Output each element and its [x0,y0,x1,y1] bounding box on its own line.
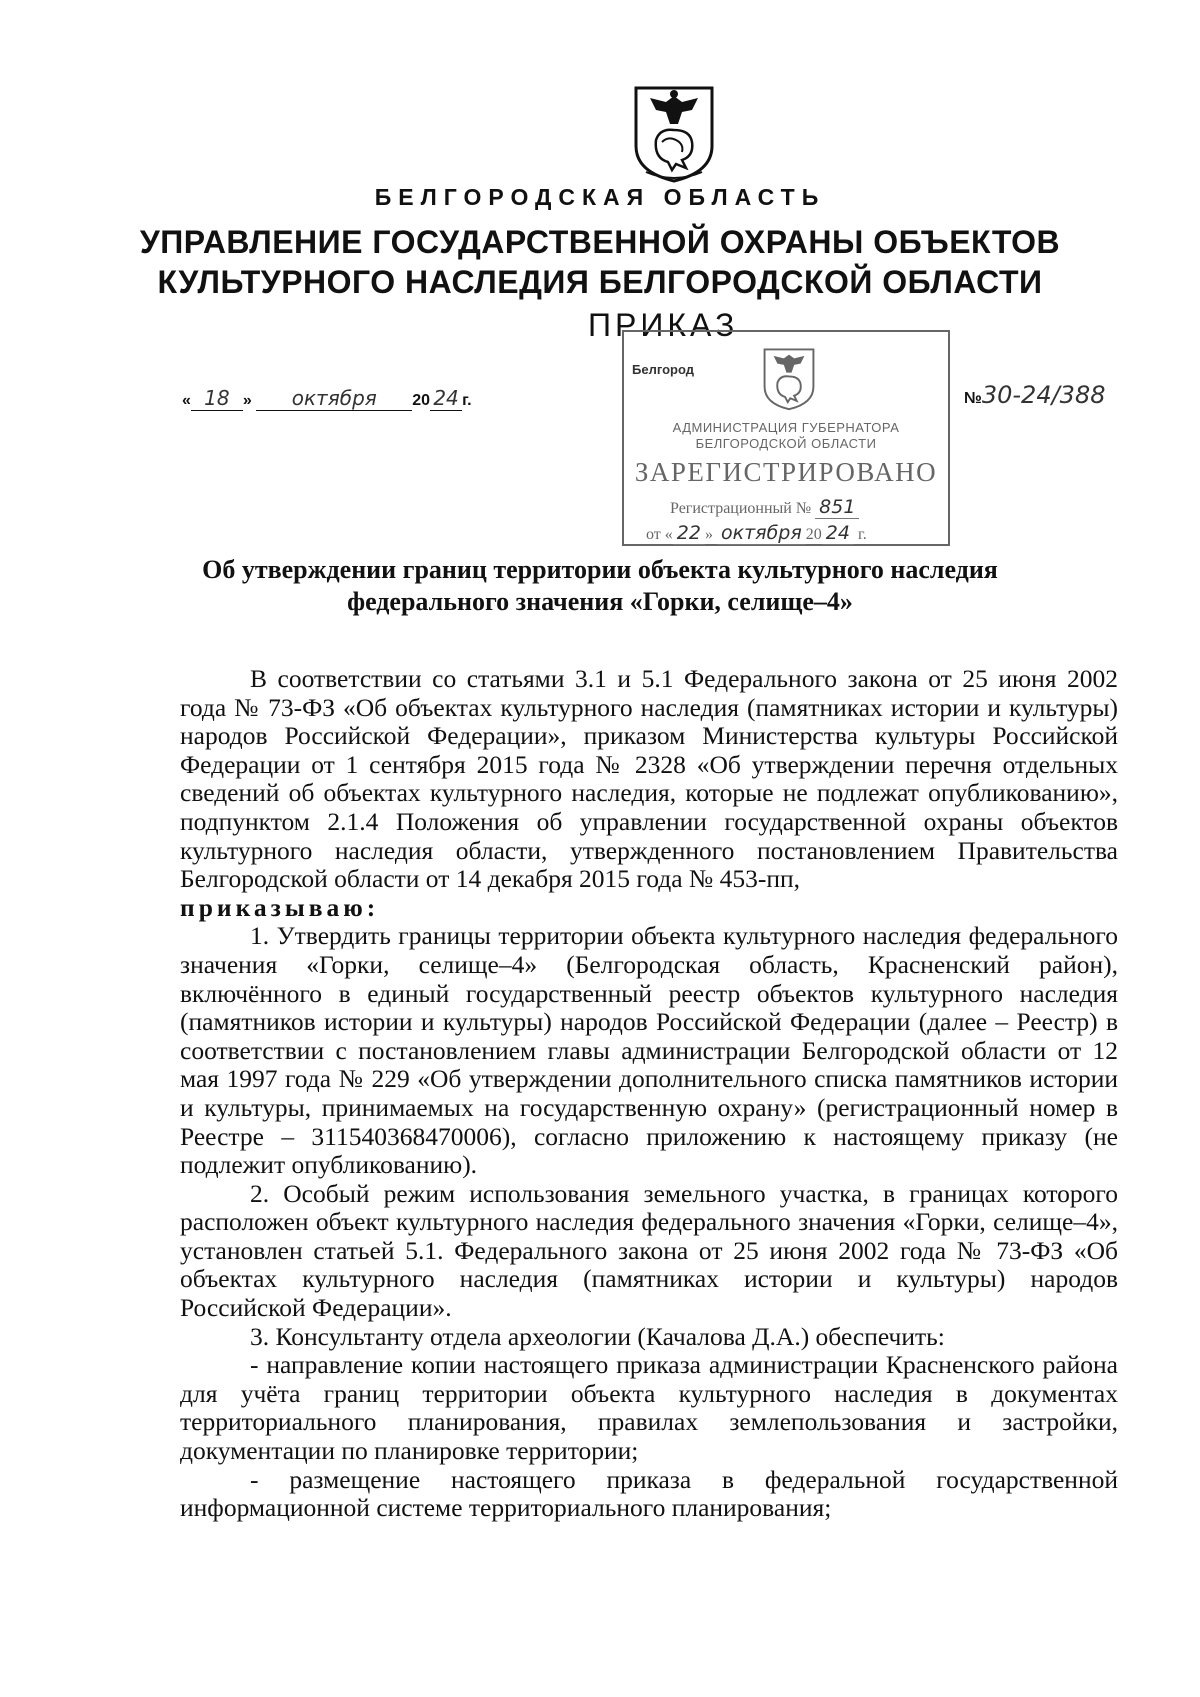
order-number [964,381,1105,409]
quote-open: « [182,392,191,409]
item-2-paragraph: 2. Особый режим использования земельного участка, в границах которого расположен объект культурного наследия федерального значения «Горки, селище–4», установлен статьей 5.1. Федерального закона от 25 июня 2002 года № 73-ФЗ «Об объектах культурного наследия (памятниках истории и культуры) народов Российской Федерации». [180,1178,1118,1323]
coat-of-arms-icon [632,84,716,184]
stamp-from-label: от « [646,526,673,543]
order-date [182,386,472,411]
stamp-registered: ЗАРЕГИСТРИРОВАНО [634,457,938,487]
stamp-coat-of-arms-icon [762,346,816,412]
stamp-admin-line2: БЕЛГОРОДСКОЙ ОБЛАСТИ [695,436,877,451]
stamp-quote-close: » [704,526,713,543]
stamp-admin-line1: АДМИНИСТРАЦИЯ ГУБЕРНАТОРА [672,420,900,435]
item-1-paragraph: 1. Утвердить границы территории объекта культурного наследия федерального значения «Горки, селище–4» (Белгородская область, Красненский район), включённого в единый государственный реестр объектов культурного наследия (памятников истории и культуры) народов Российской Федерации (далее – Реестр) в соответствии с постановлением главы администрации Белгородской области от 12 мая 1997 года № 229 «Об утверждении дополнительного списка памятников истории и культуры, принимаемых на государственную охрану» (регистрационный номер в Реестре – 311540368470006), согласно приложению к настоящему приказу (не подлежит опубликованию). [180,921,1118,1180]
stamp-reg-number-row [670,496,859,518]
stamp-reg-number-label: Регистрационный № [670,500,812,517]
year-unit: г. [462,392,472,409]
year-prefix: 20 [412,392,431,409]
number-label: № [964,390,982,407]
stamp-reg-number: 851 [815,496,859,519]
stamp-city: Белгород [632,362,694,377]
registration-stamp [622,330,950,546]
order-month: октября [256,386,412,411]
document-type: ПРИКАЗ [588,307,739,343]
stamp-reg-date-row [646,522,867,544]
stamp-reg-month: октября [717,522,806,545]
stamp-year-prefix: 20 [805,526,822,543]
region-heading: БЕЛГОРОДСКАЯ ОБЛАСТЬ [374,184,826,210]
order-day: 18 [191,386,243,411]
stamp-reg-year: 24 [822,522,854,545]
stamp-year-unit: г. [857,526,867,543]
command-word: приказываю: [180,892,380,922]
order-year: 24 [430,386,462,411]
document-title-line2: федерального значения «Горки, селище–4» [347,587,853,616]
agency-name-line1: УПРАВЛЕНИЕ ГОСУДАРСТВЕННОЙ ОХРАНЫ ОБЪЕКТОВ [139,224,1061,260]
document-title-line1: Об утверждении границ территории объекта культурного наследия [202,555,998,584]
item-3-paragraph: 3. Консультанту отдела археологии (Качалова Д.А.) обеспечить: [250,1321,945,1351]
item-3-subitem-a: - направление копии настоящего приказа администрации Красненского района для учёта границ территории объекта культурного наследия в документах территориального планирования, правилах землепользования и застройки, документации по планировке территории; [180,1350,1118,1466]
quote-close: » [242,392,252,409]
item-3-subitem-b: - размещение настоящего приказа в федеральной государственной информационной системе территориального планирования; [180,1464,1118,1523]
agency-name-line2: КУЛЬТУРНОГО НАСЛЕДИЯ БЕЛГОРОДСКОЙ ОБЛАСТИ [157,264,1043,300]
document-body [180,665,1118,1523]
stamp-reg-day: 22 [673,522,705,545]
number-value: 30-24/388 [981,381,1106,409]
preamble-paragraph: В соответствии со статьями 3.1 и 5.1 Федерального закона от 25 июня 2002 года № 73-ФЗ «Об объектах культурного наследия (памятниках истории и культуры) народов Российской Федерации», приказом Министерства культуры Российской Федерации от 1 сентября 2015 года № 2328 «Об утверждении перечня отдельных сведений об объектах культурного наследия, которые не подлежат опубликованию», подпунктом 2.1.4 Положения об управлении государственной охраны объектов культурного наследия области, утвержденного постановлением Правительства Белгородской области от 14 декабря 2015 года № 453-пп, [180,664,1118,894]
